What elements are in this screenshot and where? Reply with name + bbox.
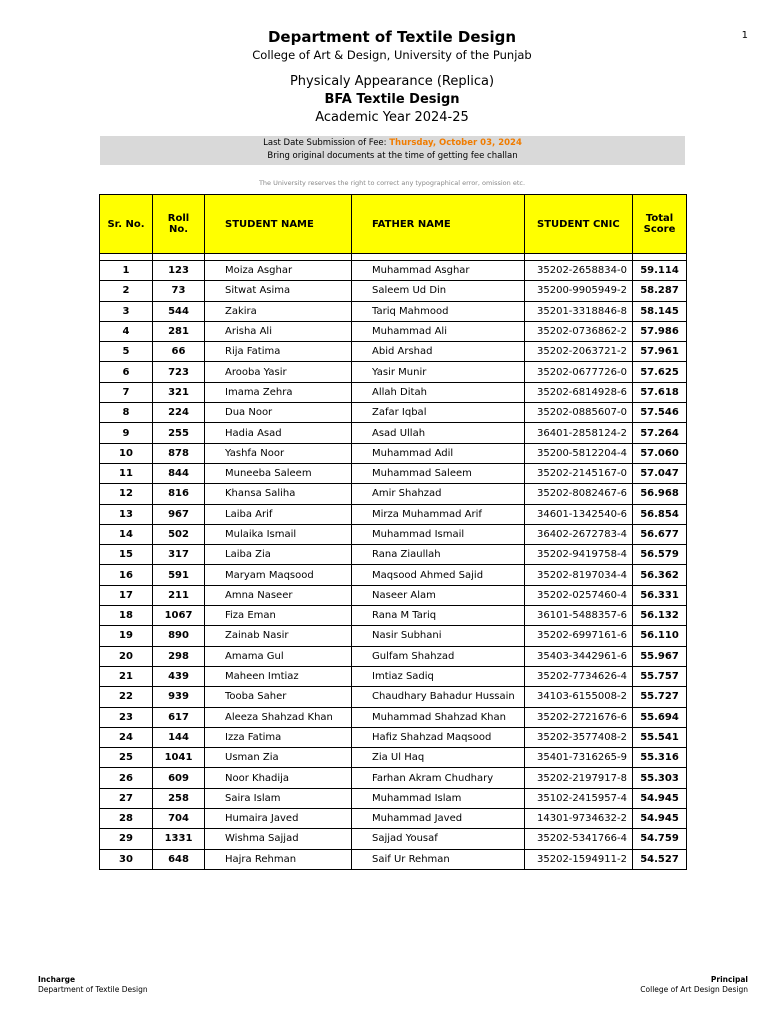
roll-no-cell: 224 (153, 403, 205, 423)
sr-no-cell: 16 (100, 565, 153, 585)
table-row (100, 423, 687, 443)
father-name-cell: Muhammad Adil (352, 443, 525, 463)
total-score-cell: 56.331 (633, 585, 687, 605)
total-score-cell: 54.527 (633, 849, 687, 869)
total-score-cell: 55.541 (633, 727, 687, 747)
father-name-cell: Muhammad Asghar (352, 261, 525, 281)
father-name-cell: Gulfam Shahzad (352, 646, 525, 666)
column-header-student-name: STUDENT NAME (205, 195, 352, 254)
roll-no-cell: 890 (153, 626, 205, 646)
roll-no-cell: 544 (153, 301, 205, 321)
cnic-cell: 35202-1594911-2 (525, 849, 633, 869)
table-row (100, 545, 687, 565)
cnic-cell: 35202-2658834-0 (525, 261, 633, 281)
roll-no-cell: 967 (153, 504, 205, 524)
cnic-cell: 36402-2672783-4 (525, 524, 633, 544)
student-name-cell: Laiba Zia (205, 545, 352, 565)
roll-no-cell: 258 (153, 788, 205, 808)
roll-no-cell: 144 (153, 727, 205, 747)
sr-no-cell: 29 (100, 829, 153, 849)
table-row (100, 281, 687, 301)
student-name-cell: Arooba Yasir (205, 362, 352, 382)
sr-no-cell: 18 (100, 606, 153, 626)
total-score-cell: 59.114 (633, 261, 687, 281)
fee-notice-banner (100, 136, 685, 165)
roll-no-cell: 211 (153, 585, 205, 605)
principal-signature-block (640, 975, 748, 995)
student-name-cell: Aleeza Shahzad Khan (205, 707, 352, 727)
fee-deadline-label: Last Date Submission of Fee: (263, 138, 390, 148)
total-score-cell: 58.287 (633, 281, 687, 301)
student-name-cell: Maryam Maqsood (205, 565, 352, 585)
spacer-cell (205, 254, 352, 261)
roll-no-cell: 844 (153, 463, 205, 483)
roll-no-cell: 609 (153, 768, 205, 788)
student-name-cell: Humaira Javed (205, 809, 352, 829)
father-name-cell: Saif Ur Rehman (352, 849, 525, 869)
sr-no-cell: 25 (100, 748, 153, 768)
cnic-cell: 35200-9905949-2 (525, 281, 633, 301)
cnic-cell: 35202-6997161-6 (525, 626, 633, 646)
roll-no-cell: 878 (153, 443, 205, 463)
incharge-department: Department of Textile Design (38, 985, 148, 994)
sr-no-cell: 14 (100, 524, 153, 544)
column-header-sr-no: Sr. No. (100, 195, 153, 254)
father-name-cell: Mirza Muhammad Arif (352, 504, 525, 524)
table-row (100, 666, 687, 686)
roll-no-cell: 321 (153, 382, 205, 402)
student-name-cell: Khansa Saliha (205, 484, 352, 504)
table-row (100, 382, 687, 402)
student-name-cell: Maheen Imtiaz (205, 666, 352, 686)
incharge-title: Incharge (38, 975, 76, 984)
sr-no-cell: 13 (100, 504, 153, 524)
fee-deadline-date: Thursday, October 03, 2024 (389, 138, 522, 148)
table-row (100, 687, 687, 707)
sr-no-cell: 8 (100, 403, 153, 423)
father-name-cell: Rana Ziaullah (352, 545, 525, 565)
table-row (100, 484, 687, 504)
father-name-cell: Abid Arshad (352, 342, 525, 362)
principal-college: College of Art Design Design (640, 985, 748, 994)
student-name-cell: Amama Gul (205, 646, 352, 666)
academic-year-heading: Academic Year 2024-25 (315, 110, 469, 125)
cnic-cell: 35202-0677726-0 (525, 362, 633, 382)
cnic-cell: 35202-3577408-2 (525, 727, 633, 747)
sr-no-cell: 10 (100, 443, 153, 463)
father-name-cell: Zia Ul Haq (352, 748, 525, 768)
total-score-cell: 55.757 (633, 666, 687, 686)
sr-no-cell: 22 (100, 687, 153, 707)
roll-no-cell: 591 (153, 565, 205, 585)
total-score-cell: 56.968 (633, 484, 687, 504)
student-name-cell: Amna Naseer (205, 585, 352, 605)
spacer-cell (352, 254, 525, 261)
roll-no-cell: 1041 (153, 748, 205, 768)
total-score-cell: 56.132 (633, 606, 687, 626)
sr-no-cell: 12 (100, 484, 153, 504)
student-name-cell: Arisha Ali (205, 321, 352, 341)
roll-no-cell: 502 (153, 524, 205, 544)
table-row (100, 849, 687, 869)
cnic-cell: 35200-5812204-4 (525, 443, 633, 463)
student-name-cell: Tooba Saher (205, 687, 352, 707)
sr-no-cell: 21 (100, 666, 153, 686)
cnic-cell: 35102-2415957-4 (525, 788, 633, 808)
student-name-cell: Rija Fatima (205, 342, 352, 362)
cnic-cell: 36101-5488357-6 (525, 606, 633, 626)
table-body (100, 254, 687, 870)
roll-no-cell: 1331 (153, 829, 205, 849)
roll-no-cell: 281 (153, 321, 205, 341)
list-type-heading: Physicaly Appearance (Replica) (289, 74, 495, 89)
sr-no-cell: 7 (100, 382, 153, 402)
table-row (100, 809, 687, 829)
father-name-cell: Nasir Subhani (352, 626, 525, 646)
table-row (100, 301, 687, 321)
student-name-cell: Moiza Asghar (205, 261, 352, 281)
cnic-cell: 36401-2858124-2 (525, 423, 633, 443)
father-name-cell: Imtiaz Sadiq (352, 666, 525, 686)
cnic-cell: 35202-5341766-4 (525, 829, 633, 849)
student-name-cell: Noor Khadija (205, 768, 352, 788)
roll-no-cell: 816 (153, 484, 205, 504)
total-score-cell: 54.759 (633, 829, 687, 849)
student-name-cell: Hadia Asad (205, 423, 352, 443)
table-row (100, 524, 687, 544)
father-name-cell: Asad Ullah (352, 423, 525, 443)
roll-no-cell: 66 (153, 342, 205, 362)
spacer-cell (633, 254, 687, 261)
sr-no-cell: 26 (100, 768, 153, 788)
documents-instruction: Bring original documents at the time of getting fee challan (267, 151, 518, 161)
incharge-signature-block (38, 975, 148, 995)
table-row (100, 504, 687, 524)
column-header-father-name: FATHER NAME (352, 195, 525, 254)
student-name-cell: Saira Islam (205, 788, 352, 808)
sr-no-cell: 15 (100, 545, 153, 565)
sr-no-cell: 28 (100, 809, 153, 829)
roll-no-cell: 648 (153, 849, 205, 869)
father-name-cell: Tariq Mahmood (352, 301, 525, 321)
spacer-cell (153, 254, 205, 261)
table-row (100, 748, 687, 768)
student-name-cell: Sitwat Asima (205, 281, 352, 301)
sr-no-cell: 23 (100, 707, 153, 727)
father-name-cell: Chaudhary Bahadur Hussain (352, 687, 525, 707)
sr-no-cell: 24 (100, 727, 153, 747)
sr-no-cell: 30 (100, 849, 153, 869)
cnic-cell: 35202-2145167-0 (525, 463, 633, 483)
cnic-cell: 35403-3442961-6 (525, 646, 633, 666)
cnic-cell: 34103-6155008-2 (525, 687, 633, 707)
sr-no-cell: 9 (100, 423, 153, 443)
total-score-cell: 54.945 (633, 809, 687, 829)
roll-no-cell: 439 (153, 666, 205, 686)
sr-no-cell: 5 (100, 342, 153, 362)
total-score-cell: 57.625 (633, 362, 687, 382)
sr-no-cell: 19 (100, 626, 153, 646)
table-row (100, 727, 687, 747)
total-score-cell: 57.961 (633, 342, 687, 362)
father-name-cell: Saleem Ud Din (352, 281, 525, 301)
roll-no-cell: 73 (153, 281, 205, 301)
program-heading: BFA Textile Design (324, 92, 460, 107)
table-row (100, 626, 687, 646)
sr-no-cell: 27 (100, 788, 153, 808)
spacer-cell (100, 254, 153, 261)
student-name-cell: Izza Fatima (205, 727, 352, 747)
student-name-cell: Laiba Arif (205, 504, 352, 524)
cnic-cell: 35202-0736862-2 (525, 321, 633, 341)
cnic-cell: 34601-1342540-6 (525, 504, 633, 524)
student-name-cell: Imama Zehra (205, 382, 352, 402)
total-score-cell: 55.727 (633, 687, 687, 707)
table-row (100, 707, 687, 727)
student-name-cell: Muneeba Saleem (205, 463, 352, 483)
total-score-cell: 56.854 (633, 504, 687, 524)
student-name-cell: Zakira (205, 301, 352, 321)
institution-subtitle: College of Art & Design, University of the Punjab (252, 48, 532, 62)
father-name-cell: Muhammad Islam (352, 788, 525, 808)
student-name-cell: Usman Zia (205, 748, 352, 768)
roll-no-cell: 939 (153, 687, 205, 707)
father-name-cell: Maqsood Ahmed Sajid (352, 565, 525, 585)
table-row (100, 565, 687, 585)
sr-no-cell: 20 (100, 646, 153, 666)
cnic-cell: 35202-2063721-2 (525, 342, 633, 362)
sr-no-cell: 6 (100, 362, 153, 382)
total-score-cell: 57.060 (633, 443, 687, 463)
roll-no-cell: 1067 (153, 606, 205, 626)
student-name-cell: Wishma Sajjad (205, 829, 352, 849)
father-name-cell: Farhan Akram Chudhary (352, 768, 525, 788)
table-row (100, 261, 687, 281)
roll-no-cell: 617 (153, 707, 205, 727)
total-score-cell: 55.694 (633, 707, 687, 727)
table-row (100, 321, 687, 341)
table-row (100, 463, 687, 483)
roll-no-cell: 317 (153, 545, 205, 565)
cnic-cell: 35202-7734626-4 (525, 666, 633, 686)
student-name-cell: Yashfa Noor (205, 443, 352, 463)
table-header-row (100, 195, 687, 254)
student-name-cell: Dua Noor (205, 403, 352, 423)
roll-no-cell: 704 (153, 809, 205, 829)
table-row (100, 829, 687, 849)
father-name-cell: Hafiz Shahzad Maqsood (352, 727, 525, 747)
table-row (100, 403, 687, 423)
father-name-cell: Sajjad Yousaf (352, 829, 525, 849)
father-name-cell: Zafar Iqbal (352, 403, 525, 423)
father-name-cell: Allah Ditah (352, 382, 525, 402)
sr-no-cell: 2 (100, 281, 153, 301)
father-name-cell: Naseer Alam (352, 585, 525, 605)
total-score-cell: 54.945 (633, 788, 687, 808)
total-score-cell: 57.047 (633, 463, 687, 483)
total-score-cell: 57.986 (633, 321, 687, 341)
father-name-cell: Yasir Munir (352, 362, 525, 382)
document-title: Department of Textile Design (267, 28, 517, 46)
father-name-cell: Muhammad Ismail (352, 524, 525, 544)
student-name-cell: Hajra Rehman (205, 849, 352, 869)
table-row (100, 342, 687, 362)
cnic-cell: 35201-3318846-8 (525, 301, 633, 321)
table-row (100, 606, 687, 626)
total-score-cell: 58.145 (633, 301, 687, 321)
fee-deadline-line (100, 137, 685, 150)
sr-no-cell: 1 (100, 261, 153, 281)
column-header-roll-no: Roll No. (153, 195, 205, 254)
table-row (100, 768, 687, 788)
roll-no-cell: 255 (153, 423, 205, 443)
father-name-cell: Muhammad Shahzad Khan (352, 707, 525, 727)
roll-no-cell: 723 (153, 362, 205, 382)
total-score-cell: 56.677 (633, 524, 687, 544)
student-name-cell: Mulaika Ismail (205, 524, 352, 544)
table-row (100, 585, 687, 605)
total-score-cell: 57.546 (633, 403, 687, 423)
cnic-cell: 14301-9734632-2 (525, 809, 633, 829)
cnic-cell: 35401-7316265-9 (525, 748, 633, 768)
student-name-cell: Fiza Eman (205, 606, 352, 626)
total-score-cell: 56.110 (633, 626, 687, 646)
header-spacer-row (100, 254, 687, 261)
father-name-cell: Amir Shahzad (352, 484, 525, 504)
cnic-cell: 35202-2197917-8 (525, 768, 633, 788)
table-row (100, 646, 687, 666)
sr-no-cell: 4 (100, 321, 153, 341)
cnic-cell: 35202-8082467-6 (525, 484, 633, 504)
sr-no-cell: 11 (100, 463, 153, 483)
spacer-cell (525, 254, 633, 261)
total-score-cell: 55.316 (633, 748, 687, 768)
roll-no-cell: 298 (153, 646, 205, 666)
cnic-cell: 35202-2721676-6 (525, 707, 633, 727)
father-name-cell: Rana M Tariq (352, 606, 525, 626)
sr-no-cell: 17 (100, 585, 153, 605)
father-name-cell: Muhammad Ali (352, 321, 525, 341)
father-name-cell: Muhammad Javed (352, 809, 525, 829)
student-name-cell: Zainab Nasir (205, 626, 352, 646)
cnic-cell: 35202-8197034-4 (525, 565, 633, 585)
roll-no-cell: 123 (153, 261, 205, 281)
total-score-cell: 55.303 (633, 768, 687, 788)
total-score-cell: 57.618 (633, 382, 687, 402)
disclaimer-note: The University reserves the right to correct any typographical error, omission etc. (258, 179, 526, 187)
cnic-cell: 35202-9419758-4 (525, 545, 633, 565)
column-header-student-cnic: STUDENT CNIC (525, 195, 633, 254)
column-header-total-score: Total Score (633, 195, 687, 254)
principal-title: Principal (710, 975, 748, 984)
table-row (100, 788, 687, 808)
total-score-cell: 57.264 (633, 423, 687, 443)
cnic-cell: 35202-0885607-0 (525, 403, 633, 423)
cnic-cell: 35202-0257460-4 (525, 585, 633, 605)
total-score-cell: 56.579 (633, 545, 687, 565)
total-score-cell: 55.967 (633, 646, 687, 666)
total-score-cell: 56.362 (633, 565, 687, 585)
table-row (100, 362, 687, 382)
cnic-cell: 35202-6814928-6 (525, 382, 633, 402)
father-name-cell: Muhammad Saleem (352, 463, 525, 483)
page-number: 1 (741, 30, 748, 41)
merit-list-table (99, 194, 687, 870)
sr-no-cell: 3 (100, 301, 153, 321)
table-row (100, 443, 687, 463)
